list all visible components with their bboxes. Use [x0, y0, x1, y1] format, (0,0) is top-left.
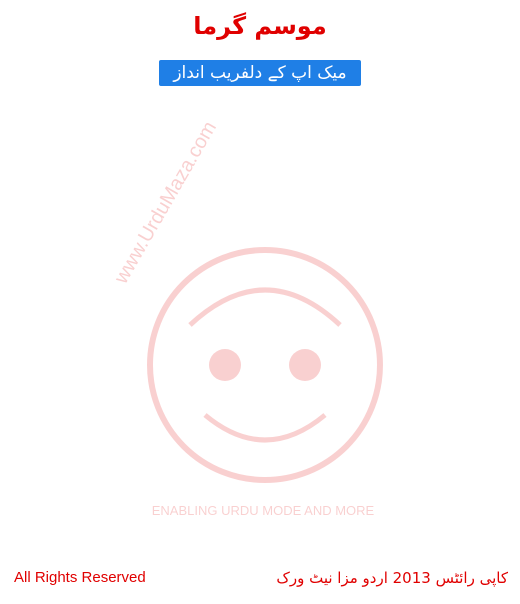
- page-title: موسم گرما: [193, 12, 327, 40]
- watermark-tagline: ENABLING URDU MODE AND MORE: [151, 503, 375, 518]
- article-body: [8, 92, 512, 562]
- subtitle-wrap: [0, 60, 520, 86]
- watermark-url: www.UrduMaza.com: [110, 117, 222, 288]
- subtitle-banner: میک اپ کے دلفریب انداز: [159, 60, 360, 86]
- footer: [0, 567, 520, 591]
- footer-copyright: کاپی رائٹس 2013 اردو مزا نیٹ ورک: [276, 569, 508, 587]
- footer-rights: All Rights Reserved: [14, 569, 146, 586]
